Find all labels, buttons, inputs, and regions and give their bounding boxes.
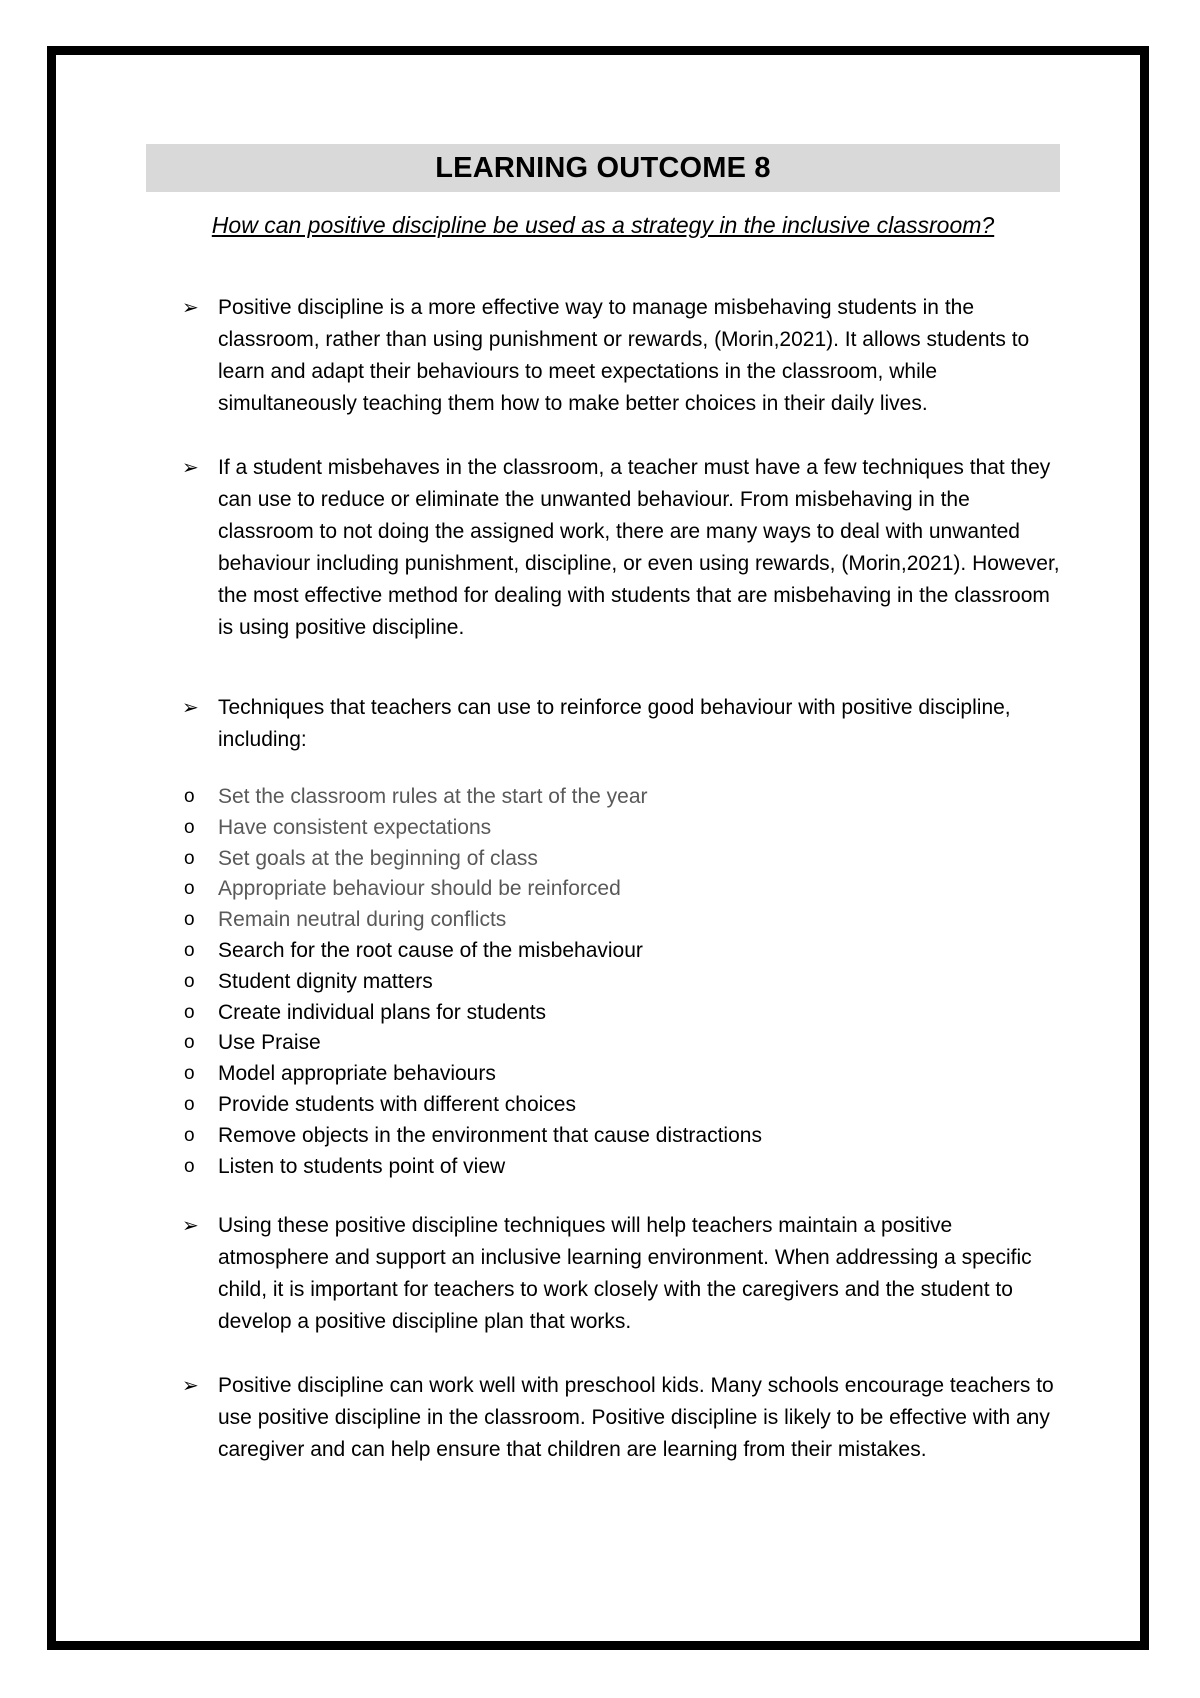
list-item xyxy=(182,844,1062,875)
arrow-bullet-icon: ➢ xyxy=(182,1215,199,1238)
circle-bullet-icon: o xyxy=(184,1155,195,1177)
list-item-text: Appropriate behaviour should be reinforced xyxy=(218,877,621,901)
circle-bullet-icon: o xyxy=(184,1124,195,1146)
list-item-text: Model appropriate behaviours xyxy=(218,1062,496,1086)
arrow-bullet-icon: ➢ xyxy=(182,297,199,319)
paragraph-bullet xyxy=(182,452,1062,644)
list-item-text: Have consistent expectations xyxy=(218,815,492,839)
list-item xyxy=(182,782,1062,813)
list-item xyxy=(182,1028,1062,1059)
circle-bullet-icon: o xyxy=(184,1093,195,1115)
list-item xyxy=(182,874,1062,905)
paragraph-text: Techniques that teachers can use to reinforce good behaviour with positive discipline, including: xyxy=(218,696,1011,751)
arrow-bullet-icon: ➢ xyxy=(182,1375,199,1398)
techniques-list xyxy=(182,782,1062,1182)
list-item-text: Provide students with different choices xyxy=(218,1092,576,1116)
list-item-text: Listen to students point of view xyxy=(218,1154,506,1178)
arrow-bullet-icon: ➢ xyxy=(182,457,199,479)
arrow-bullet-icon: ➢ xyxy=(182,697,199,719)
list-item xyxy=(182,1152,1062,1183)
paragraph-text: Using these positive discipline techniques will help teachers maintain a positive atmosphere and support an inclusive learning environment. When addressing a specific child, it is important for teachers to work closely with the caregivers and the student to develop a positive discipline plan that works. xyxy=(218,1214,1032,1334)
list-item xyxy=(182,967,1062,998)
guiding-question: How can positive discipline be used as a strategy in the inclusive classroom? xyxy=(211,212,995,238)
list-item xyxy=(182,1090,1062,1121)
circle-bullet-icon: o xyxy=(184,816,195,838)
list-item-text: Set goals at the beginning of class xyxy=(218,846,538,870)
list-item xyxy=(182,998,1062,1029)
list-item-text: Student dignity matters xyxy=(218,969,433,993)
paragraph-text: Positive discipline can work well with preschool kids. Many schools encourage teachers to use positive discipline in the classroom. Positive discipline is likely to be effective with any caregiver and can help ensure that children are learning from their mistakes. xyxy=(218,1374,1054,1462)
paragraph-bullet xyxy=(182,692,1062,756)
paragraph-text: Positive discipline is a more effective way to manage misbehaving students in the classroom, rather than using punishment or rewards, (Morin,2021). It allows students to learn and adapt their behaviours to meet expectations in the classroom, while simultaneously teaching them how to make better choices in their daily lives. xyxy=(218,296,1030,415)
list-item xyxy=(182,1121,1062,1152)
circle-bullet-icon: o xyxy=(184,1063,195,1085)
list-item xyxy=(182,1059,1062,1090)
circle-bullet-icon: o xyxy=(184,878,195,900)
circle-bullet-icon: o xyxy=(184,909,195,931)
list-item-text: Remove objects in the environment that cause distractions xyxy=(218,1123,762,1147)
list-item-text: Use Praise xyxy=(218,1031,321,1055)
list-item xyxy=(182,936,1062,967)
circle-bullet-icon: o xyxy=(184,847,195,869)
circle-bullet-icon: o xyxy=(184,970,195,992)
circle-bullet-icon: o xyxy=(184,1001,195,1023)
circle-bullet-icon: o xyxy=(184,1032,195,1054)
list-item-text: Remain neutral during conflicts xyxy=(218,908,507,932)
title-bar xyxy=(146,144,1060,192)
paragraph-bullet xyxy=(182,1210,1062,1338)
list-item xyxy=(182,905,1062,936)
page-title: LEARNING OUTCOME 8 xyxy=(435,151,771,184)
list-item-text: Search for the root cause of the misbehaviour xyxy=(218,938,643,962)
list-item-text: Create individual plans for students xyxy=(218,1000,547,1024)
document-body xyxy=(182,292,1062,1466)
circle-bullet-icon: o xyxy=(184,786,195,807)
list-item xyxy=(182,813,1062,844)
list-item-text: Set the classroom rules at the start of the year xyxy=(218,785,648,808)
circle-bullet-icon: o xyxy=(184,939,195,961)
paragraph-text: If a student misbehaves in the classroom, a teacher must have a few techniques that they can use to reduce or eliminate the unwanted behaviour. From misbehaving in the classroom to not doing the assigned work, there are many ways to deal with unwanted behaviour including punishment, discipline, or even using rewards, (Morin,2021). However, the most effective method for dealing with students that are misbehaving in the classroom is using positive discipline. xyxy=(218,456,1060,639)
paragraph-bullet xyxy=(182,1370,1062,1466)
paragraph-bullet xyxy=(182,292,1062,420)
